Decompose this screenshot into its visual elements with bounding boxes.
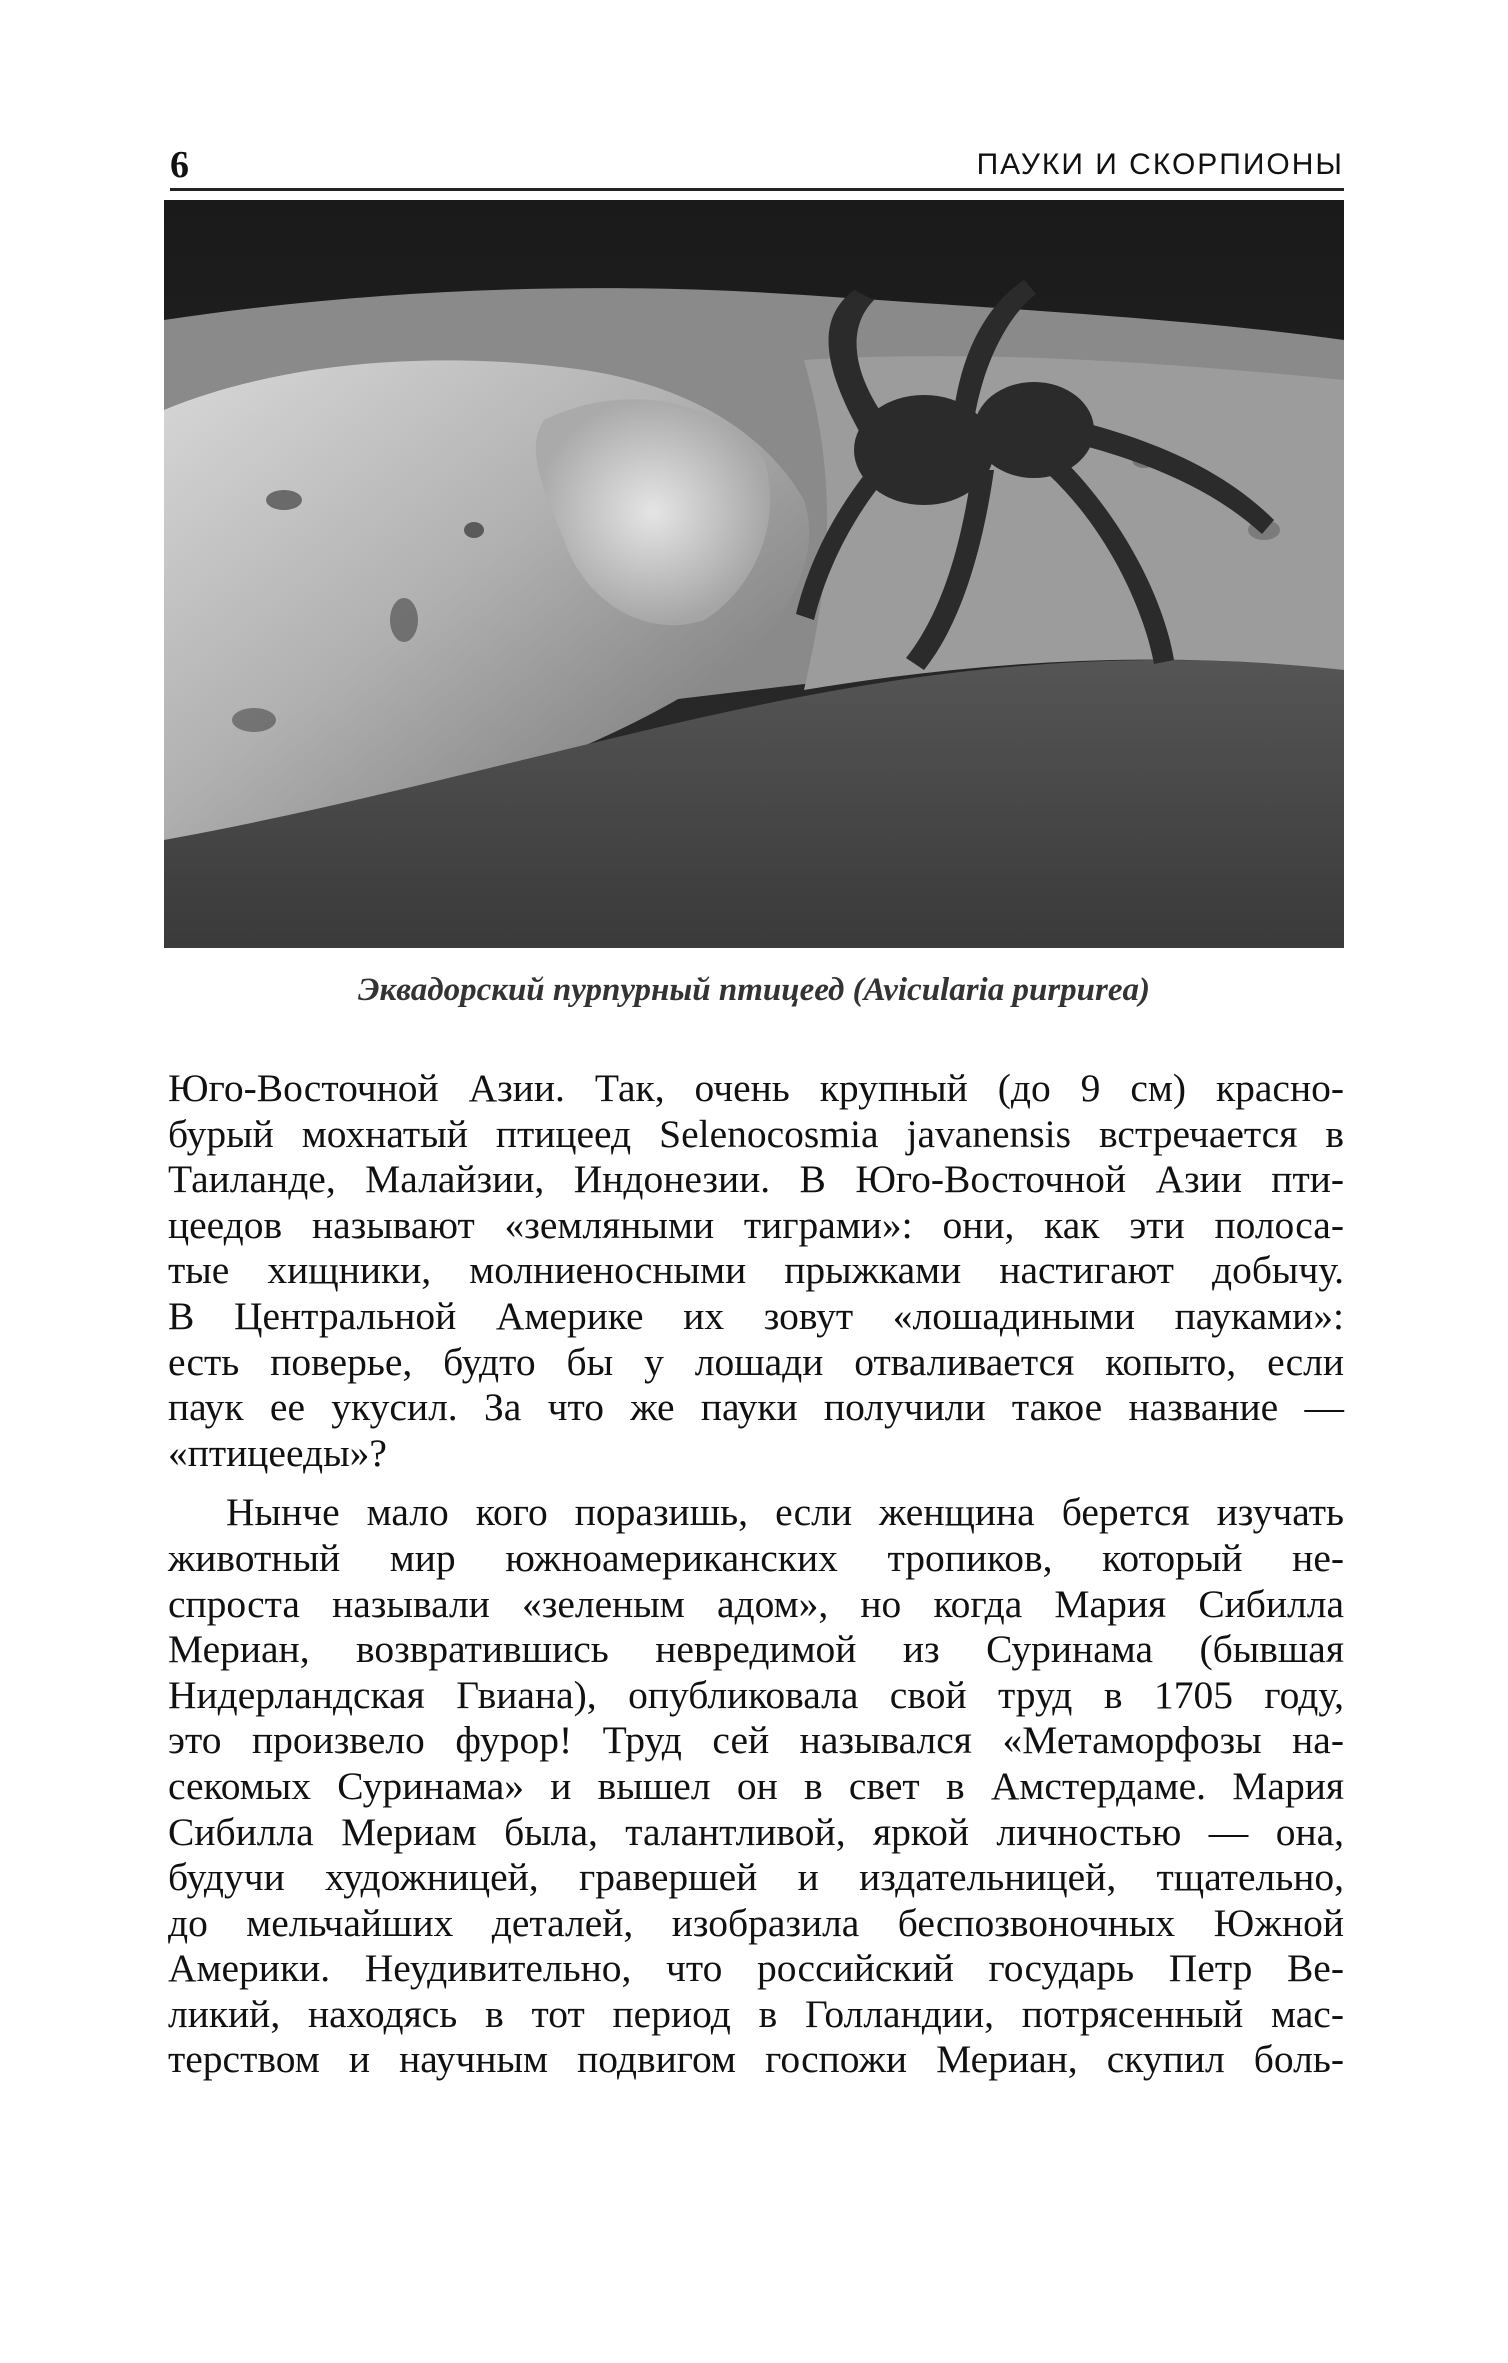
text-line: секомых Суринама» и вышел он в свет в Амстердаме. Мария: [168, 1763, 1344, 1808]
text-line: Нынче мало кого поразишь, если женщина берется изучать: [226, 1490, 1344, 1535]
text-line: Нидерландская Гвиана), опубликовала свой труд в 1705 году,: [168, 1672, 1344, 1717]
paragraph-1: [168, 1066, 1344, 1476]
text-line: цеедов называют «земляными тиграми»: они, как эти полоса-: [168, 1202, 1344, 1247]
text-line: Америки. Неудивительно, что российский государь Петр Ве-: [168, 1946, 1344, 1991]
text-line: Мериан, возвратившись невредимой из Суринама (бывшая: [168, 1627, 1344, 1672]
text-line: есть поверье, будто бы у лошади отваливается копыто, если: [168, 1339, 1344, 1384]
photo-illustration: [164, 200, 1344, 948]
text-line: Сибилла Мериам была, талантливой, яркой личностью — она,: [168, 1809, 1344, 1854]
text-line: Юго-Восточной Азии. Так, очень крупный (до 9 см) красно-: [168, 1066, 1344, 1110]
text-line: «птицееды»?: [168, 1430, 387, 1475]
text-line: животный мир южноамериканских тропиков, который не-: [168, 1535, 1344, 1580]
paragraph-gap: [168, 1476, 1344, 1490]
text-line: это произвело фурор! Труд сей назывался «Метаморфозы на-: [168, 1718, 1344, 1763]
paragraph-2: [168, 1490, 1344, 2083]
text-line: паук ее укусил. За что же пауки получили такое название —: [168, 1385, 1344, 1430]
text-line: тые хищники, молниеносными прыжками настигают добычу.: [168, 1248, 1344, 1293]
text-line: бурый мохнатый птицеед Selenocosmia javanensis встречается в: [168, 1111, 1344, 1156]
text-line: В Центральной Америке их зовут «лошадиными пауками»:: [168, 1293, 1344, 1338]
page-number: 6: [170, 144, 189, 186]
text-line: ликий, находясь в тот период в Голландии, потрясенный мас-: [168, 1991, 1344, 2036]
tarantula-photo: [164, 200, 1344, 948]
running-header: [170, 140, 1344, 190]
text-line: терством и научным подвигом госпожи Мериан, скупил боль-: [168, 2037, 1344, 2082]
text-line: до мельчайших деталей, изобразила беспозвоночных Южной: [168, 1900, 1344, 1945]
running-title: ПАУКИ И СКОРПИОНЫ: [976, 148, 1344, 181]
text-line: Таиланде, Малайзии, Индонезии. В Юго-Восточной Азии пти-: [168, 1157, 1344, 1202]
header-rule: [170, 188, 1344, 191]
body-text: [168, 1066, 1344, 2083]
text-line: спроста называли «зеленым адом», но когда Мария Сибилла: [168, 1581, 1344, 1626]
text-line: будучи художницей, гравершей и издательницей, тщательно,: [168, 1855, 1344, 1900]
figure-caption: Эквадорский пурпурный птицеед (Avicularia purpurea): [357, 972, 1151, 1008]
